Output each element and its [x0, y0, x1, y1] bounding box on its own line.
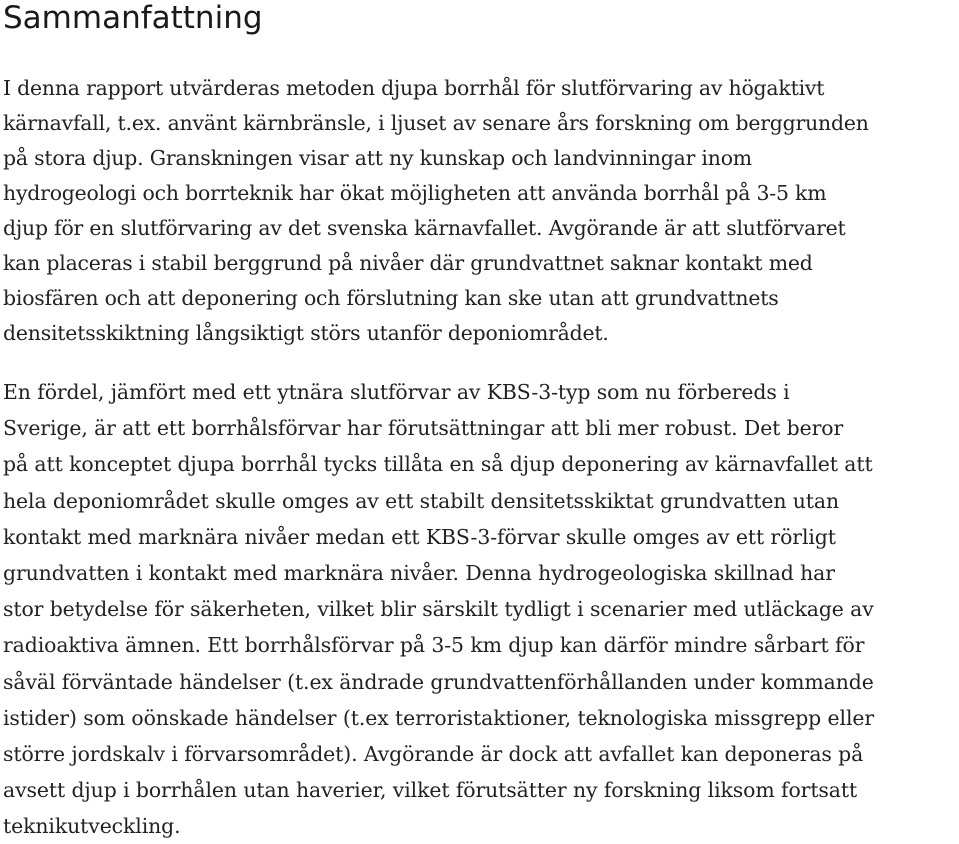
text-line: kan placeras i stabil berggrund på nivåer där grundvattnet saknar kontakt med [3, 251, 813, 275]
text-line: större jordskalv i förvarsområdet). Avgörande är dock att avfallet kan deponeras på [3, 741, 864, 766]
text-line: kontakt med marknära nivåer medan ett KBS-3-förvar skulle omges av ett rörligt [3, 524, 836, 549]
text-line: kärnavfall, t.ex. använt kärnbränsle, i ljuset av senare års forskning om berggrunden [3, 111, 869, 135]
text-line: hela deponiområdet skulle omges av ett stabilt densitetsskiktat grundvatten utan [3, 488, 840, 513]
text-line: biosfären och att deponering och förslutning kan ske utan att grundvattnets [3, 286, 779, 310]
text-line: densitetsskiktning långsiktigt störs utanför deponiområdet. [3, 321, 609, 345]
text-line: I denna rapport utvärderas metoden djupa borrhål för slutförvaring av högaktivt [3, 76, 825, 100]
text-line: hydrogeologi och borrteknik har ökat möjligheten att använda borrhål på 3-5 km [3, 181, 827, 205]
text-line: radioaktiva ämnen. Ett borrhålsförvar på 3-5 km djup kan därför mindre sårbart för [3, 633, 865, 658]
text-line: djup för en slutförvaring av det svenska kärnavfallet. Avgörande är att slutförvaret [3, 216, 846, 240]
text-line: grundvatten i kontakt med marknära nivåer. Denna hydrogeologiska skillnad har [3, 560, 835, 585]
text-line: stor betydelse för säkerheten, vilket blir särskilt tydligt i scenarier med utläckage av [3, 597, 874, 622]
text-line: såväl förväntade händelser (t.ex ändrade grundvattenförhållanden under kommande [3, 669, 874, 694]
text-line: avsett djup i borrhålen utan haverier, vilket förutsätter ny forskning liksom fortsatt [3, 778, 858, 803]
paragraph-1 [3, 71, 959, 351]
text-line: En fördel, jämfört med ett ytnära slutförvar av KBS-3-typ som nu förbereds i [3, 380, 790, 404]
text-line: istider) som oönskade händelser (t.ex terroristaktioner, teknologiska missgrepp eller [3, 705, 875, 730]
text-line: teknikutveckling. [3, 814, 181, 839]
paragraph-2 [3, 374, 959, 844]
text-line: på att konceptet djupa borrhål tycks tillåta en så djup deponering av kärnavfallet att [3, 452, 873, 477]
text-line: Sverige, är att ett borrhålsförvar har förutsättningar att bli mer robust. Det beror [3, 416, 844, 441]
text-line: på stora djup. Granskningen visar att ny kunskap och landvinningar inom [3, 146, 752, 170]
section-heading: Sammanfattning [3, 0, 263, 36]
